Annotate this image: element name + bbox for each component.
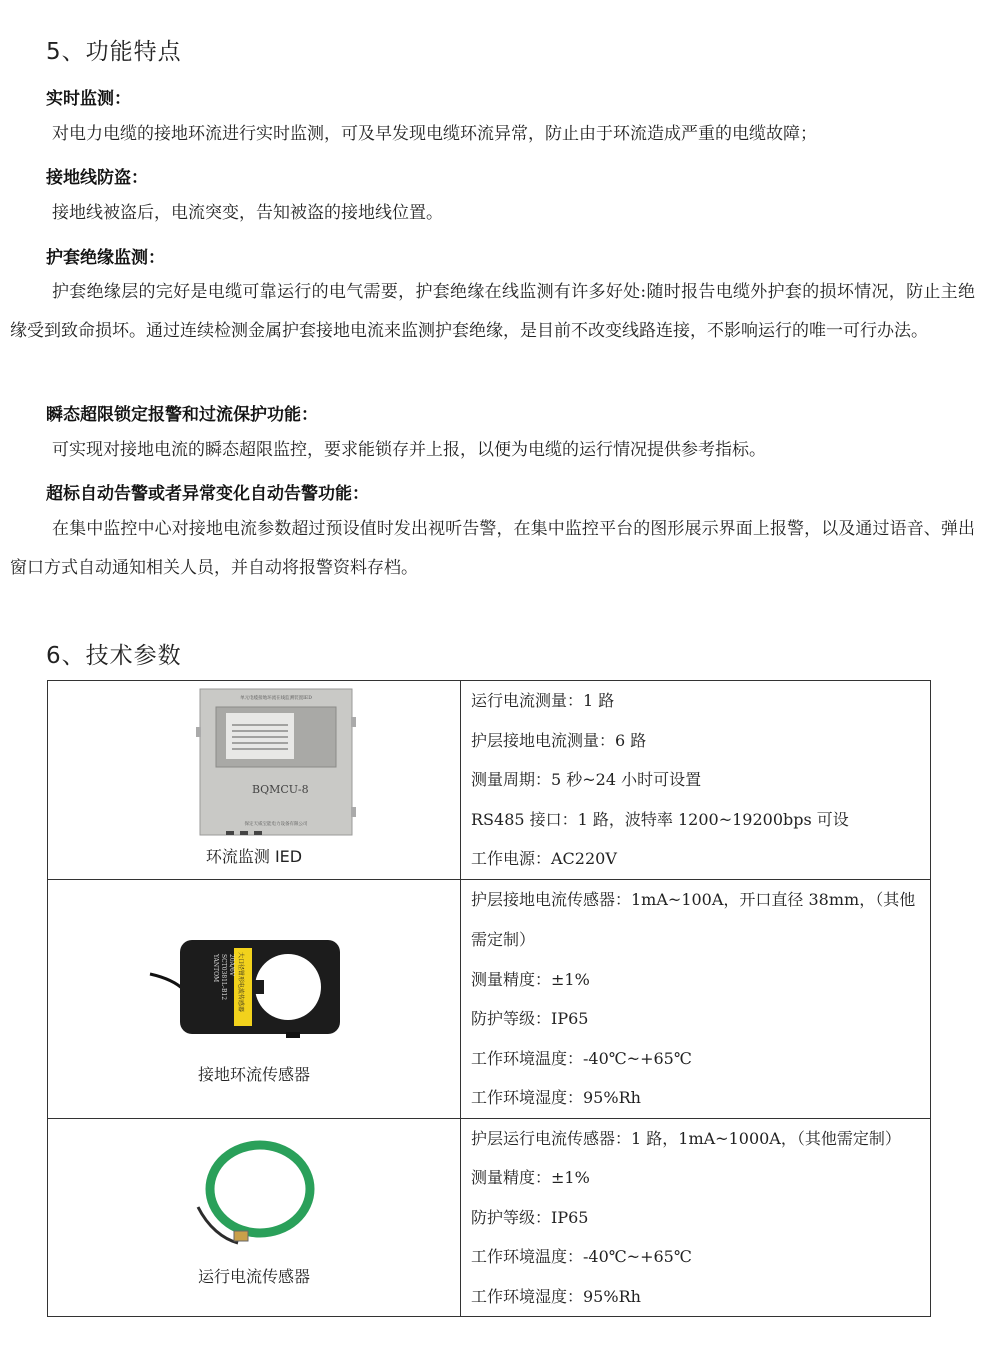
device-top-label: 单元电缆接地环流在线监测装置IED [240, 696, 312, 701]
spec-line: 护层运行电流传感器：1 路，1mA~1000A，（其他需定制） [471, 1128, 901, 1148]
feature-heading-insulation: 护套绝缘监测： [46, 248, 165, 268]
monitoring-device-image [196, 687, 356, 837]
tech-params-table [47, 680, 931, 1317]
feature-text-transient: 可实现对接地电流的瞬态超限监控，要求能锁存并上报，以便为电缆的运行情况提供参考指标。 [52, 440, 766, 460]
spec-line: 工作环境湿度：95%Rh [471, 1088, 641, 1107]
spec-line: 护层接地电流传感器：1mA~100A，开口直径 38mm，（其他需定制） [471, 889, 916, 949]
sensor-caption: 接地环流传感器 [197, 1064, 310, 1084]
sticker-label: 大口径钳形电流传感器 [237, 951, 244, 1012]
coil-caption: 运行电流传感器 [197, 1266, 310, 1286]
section-6-title: 6、技术参数 [46, 643, 182, 669]
feature-text-antitheft: 接地线被盗后，电流突变，告知被盗的接地线位置。 [52, 203, 443, 223]
spec-line: 工作环境湿度：95%Rh [471, 1286, 641, 1306]
feature-text-alarm: 在集中监控中心对接地电流参数超过预设值时发出视听告警，在集中监控平台的图形展示界面上报警，以及通过语音、弹出窗口方式自动通知相关人员，并自动将报警资料存档。 [10, 519, 975, 578]
table-row [48, 1118, 931, 1317]
clamp-sensor-image [148, 932, 348, 1042]
spec-line: 测量精度：±1% [471, 969, 590, 989]
spec-cell [461, 879, 931, 1118]
spec-cell [461, 1118, 931, 1317]
sensor-rating: 20A/6V [228, 953, 235, 976]
device-bottom-label: 保定天威宝能电力设备有限公司 [244, 822, 308, 827]
table-row [48, 681, 931, 880]
image-cell [48, 879, 461, 1118]
spec-line: 工作环境温度：-40℃~+65℃ [471, 1247, 692, 1266]
device-model-label: BQMCU-8 [252, 783, 309, 796]
spec-line: 护层接地电流测量：6 路 [471, 730, 647, 750]
spec-line: 工作环境温度：-40℃~+65℃ [471, 1048, 692, 1068]
spec-line: RS485 接口：1 路，波特率 1200~19200bps 可设 [471, 809, 849, 829]
spec-cell [461, 681, 931, 880]
sensor-model: SCT0381L-B12 [220, 953, 227, 1000]
feature-heading-antitheft: 接地线防盗： [46, 168, 148, 188]
feature-text-insulation: 护套绝缘层的完好是电缆可靠运行的电气需要，护套绝缘在线监测有许多好处:随时报告电缆外护套的损坏情况，防止主绝缘受到致命损坏。通过连续检测金属护套接地电流来监测护套绝缘，是目前不改变线路连接，不影响运行的唯一可行办法。 [10, 282, 975, 341]
spec-line: 测量精度：±1% [471, 1168, 590, 1187]
rogowski-coil-image [188, 1137, 318, 1259]
spec-line: 防护等级：IP65 [471, 1009, 589, 1028]
feature-text-realtime: 对电力电缆的接地环流进行实时监测，可及早发现电缆环流异常，防止由于环流造成严重的电缆故障； [52, 124, 817, 144]
feature-heading-transient: 瞬态超限锁定报警和过流保护功能： [46, 405, 318, 425]
section-5-title: 5、功能特点 [46, 39, 182, 65]
spec-line: 测量周期：5 秒~24 小时可设置 [471, 770, 702, 789]
image-cell [48, 681, 461, 880]
feature-heading-alarm: 超标自动告警或者异常变化自动告警功能： [46, 484, 369, 504]
sensor-brand: YANTOM [212, 953, 219, 982]
spec-line: 防护等级：IP65 [471, 1207, 589, 1227]
device-caption: 环流监测 IED [205, 847, 303, 866]
spec-line: 运行电流测量：1 路 [471, 691, 615, 710]
feature-heading-realtime: 实时监测： [46, 89, 131, 109]
image-cell [48, 1118, 461, 1317]
table-row [48, 879, 931, 1118]
spec-line: 工作电源：AC220V [471, 849, 617, 868]
